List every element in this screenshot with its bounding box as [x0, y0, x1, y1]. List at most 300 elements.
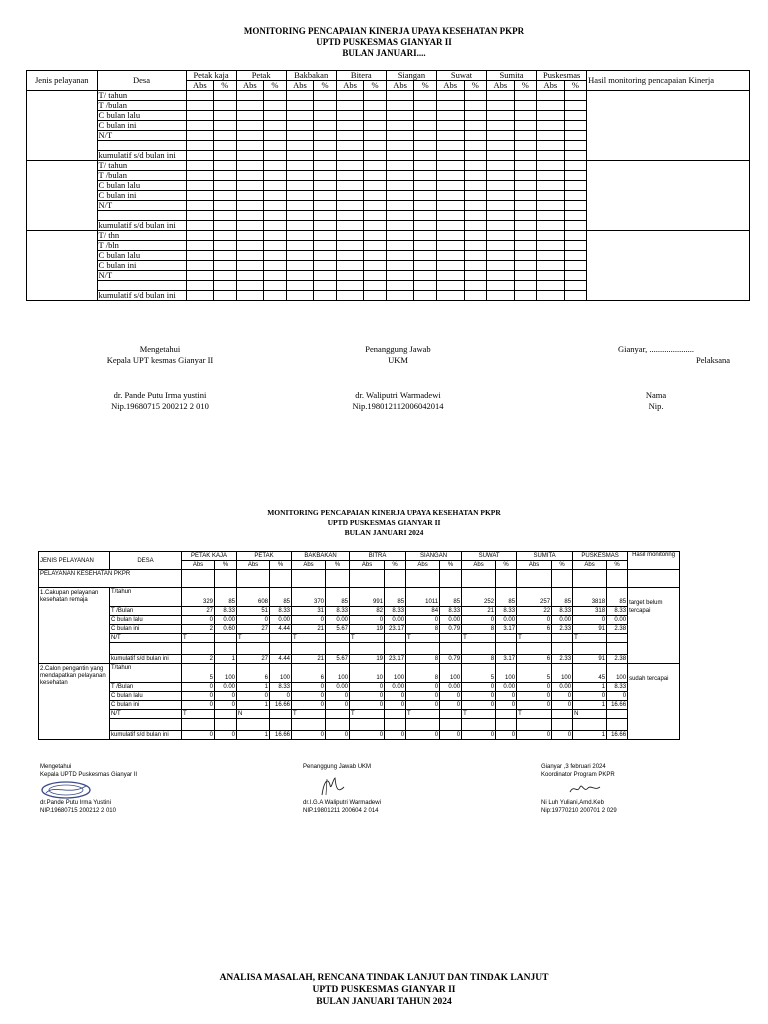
- row-label: C bulan lalu: [97, 251, 186, 261]
- value-cell: [514, 291, 536, 301]
- value-cell: 1: [215, 655, 237, 664]
- value-cell: [436, 281, 464, 291]
- value-cell: 8.33: [326, 607, 350, 616]
- sign-name: dr. Waliputri Warmadewi: [355, 390, 441, 400]
- header-village: Petak: [236, 71, 286, 81]
- value-cell: [236, 141, 264, 151]
- value-cell: [537, 141, 565, 151]
- header-pct: %: [440, 561, 462, 570]
- value-cell: [364, 261, 386, 271]
- value-cell: [236, 241, 264, 251]
- value-cell: [414, 141, 437, 151]
- value-cell: [436, 211, 464, 221]
- value-cell: [264, 221, 287, 231]
- doc3-title-line: UPTD PUSKESMAS GIANYAR II: [312, 985, 456, 995]
- value-cell: [286, 271, 314, 281]
- value-cell: [236, 261, 264, 271]
- value-cell: T: [292, 710, 326, 719]
- sign-role: Pelaksana: [696, 355, 730, 365]
- value-cell: 0: [440, 731, 462, 740]
- sign-role: Kepala UPTD Puskesmas Gianyar II: [40, 772, 138, 778]
- sign-name: Ni Luh Yuliani,Amd.Keb: [541, 800, 604, 806]
- value-cell: [607, 634, 628, 643]
- value-cell: 2.33: [552, 655, 573, 664]
- value-cell: [564, 261, 586, 271]
- value-cell: [496, 710, 517, 719]
- value-cell: [286, 251, 314, 261]
- value-cell: 21: [292, 655, 326, 664]
- value-cell: 85: [440, 588, 462, 607]
- value-cell: [564, 121, 586, 131]
- value-cell: 8: [406, 664, 440, 683]
- value-cell: 0.00: [440, 616, 462, 625]
- value-cell: [514, 191, 536, 201]
- value-cell: [464, 251, 486, 261]
- value-cell: [514, 141, 536, 151]
- header-abs: Abs: [336, 81, 364, 91]
- value-cell: 16.66: [270, 701, 292, 710]
- value-cell: 85: [607, 588, 628, 607]
- value-cell: [236, 161, 264, 171]
- value-cell: 0: [326, 692, 350, 701]
- value-cell: 0: [350, 692, 385, 701]
- value-cell: [292, 643, 326, 655]
- value-cell: [464, 201, 486, 211]
- value-cell: [386, 231, 414, 241]
- table-row: [39, 701, 680, 710]
- value-cell: [496, 634, 517, 643]
- value-cell: 27: [237, 625, 270, 634]
- doc1-sign-middle: [298, 344, 498, 412]
- table-row: [39, 634, 680, 643]
- value-cell: 0: [440, 701, 462, 710]
- row-label: T /Bulan: [110, 607, 182, 616]
- value-cell: [496, 570, 517, 588]
- value-cell: [464, 101, 486, 111]
- value-cell: [386, 251, 414, 261]
- value-cell: 318: [573, 607, 607, 616]
- value-cell: [487, 161, 515, 171]
- header-village: SUMITA: [517, 552, 573, 561]
- value-cell: [336, 191, 364, 201]
- header-village: Suwat: [436, 71, 486, 81]
- table-row: [39, 655, 680, 664]
- value-cell: [414, 191, 437, 201]
- value-cell: [414, 271, 437, 281]
- value-cell: [462, 570, 496, 588]
- header-village: BITRA: [350, 552, 406, 561]
- value-cell: [336, 231, 364, 241]
- header-pct: %: [364, 81, 386, 91]
- value-cell: 27: [237, 655, 270, 664]
- value-cell: [270, 643, 292, 655]
- header-abs: Abs: [537, 81, 565, 91]
- value-cell: 257: [517, 588, 552, 607]
- value-cell: [514, 271, 536, 281]
- value-cell: [264, 211, 287, 221]
- value-cell: [487, 101, 515, 111]
- table-row: [39, 643, 680, 655]
- service-label: 2.Calon pengantin yang mendapatkan pelayanan kesehatan: [39, 664, 110, 740]
- value-cell: [364, 181, 386, 191]
- value-cell: [487, 201, 515, 211]
- value-cell: 100: [385, 664, 406, 683]
- value-cell: [537, 111, 565, 121]
- value-cell: [573, 643, 607, 655]
- value-cell: [564, 241, 586, 251]
- value-cell: 0.00: [326, 616, 350, 625]
- value-cell: 0: [552, 692, 573, 701]
- value-cell: 0: [517, 683, 552, 692]
- value-cell: [264, 281, 287, 291]
- value-cell: [236, 151, 264, 161]
- value-cell: [286, 151, 314, 161]
- value-cell: [270, 719, 292, 731]
- value-cell: [286, 281, 314, 291]
- value-cell: [537, 131, 565, 141]
- row-label: kumulatif s/d bulan ini: [97, 221, 186, 231]
- doc2-title-line: MONITORING PENCAPAIAN KINERJA UPAYA KESEHATAN PKPR: [267, 508, 501, 517]
- value-cell: T: [292, 634, 326, 643]
- value-cell: [336, 291, 364, 301]
- value-cell: 19: [350, 655, 385, 664]
- value-cell: 0.00: [385, 616, 406, 625]
- value-cell: 23.17: [385, 625, 406, 634]
- value-cell: [487, 191, 515, 201]
- value-cell: 100: [607, 664, 628, 683]
- table-header-row: [39, 552, 680, 561]
- value-cell: [552, 643, 573, 655]
- value-cell: [186, 101, 214, 111]
- doc1-title-line: BULAN JANUARI....: [342, 48, 426, 58]
- value-cell: [314, 111, 336, 121]
- value-cell: 100: [496, 664, 517, 683]
- value-cell: 0: [350, 731, 385, 740]
- value-cell: [314, 261, 336, 271]
- value-cell: [364, 151, 386, 161]
- jenis-pelayanan-cell: [27, 91, 98, 161]
- value-cell: [264, 101, 287, 111]
- value-cell: [264, 271, 287, 281]
- header-pct: %: [385, 561, 406, 570]
- value-cell: [414, 211, 437, 221]
- value-cell: [607, 570, 628, 588]
- row-label: [97, 281, 186, 291]
- value-cell: 0: [406, 701, 440, 710]
- hasil-cell: [587, 231, 750, 301]
- value-cell: [286, 231, 314, 241]
- value-cell: [386, 211, 414, 221]
- value-cell: [314, 281, 336, 291]
- value-cell: [214, 191, 237, 201]
- table-row: [39, 664, 680, 683]
- value-cell: [464, 131, 486, 141]
- value-cell: [537, 241, 565, 251]
- value-cell: 329: [182, 588, 215, 607]
- value-cell: 0.00: [270, 616, 292, 625]
- value-cell: [186, 111, 214, 121]
- value-cell: [364, 101, 386, 111]
- value-cell: [386, 271, 414, 281]
- value-cell: [286, 141, 314, 151]
- value-cell: 0: [406, 731, 440, 740]
- value-cell: [336, 221, 364, 231]
- value-cell: [386, 241, 414, 251]
- value-cell: [537, 201, 565, 211]
- hasil-cell: [628, 664, 680, 740]
- value-cell: 85: [552, 588, 573, 607]
- value-cell: 0: [573, 616, 607, 625]
- value-cell: [264, 291, 287, 301]
- value-cell: 0.00: [215, 616, 237, 625]
- value-cell: 5.67: [326, 655, 350, 664]
- value-cell: 6: [517, 625, 552, 634]
- value-cell: [386, 171, 414, 181]
- value-cell: 0: [182, 731, 215, 740]
- value-cell: [270, 570, 292, 588]
- value-cell: [182, 643, 215, 655]
- value-cell: [487, 261, 515, 271]
- header-village: PETAK: [237, 552, 292, 561]
- value-cell: [236, 171, 264, 181]
- value-cell: 252: [462, 588, 496, 607]
- section-label: PELAYANAN KESEHATAN PKPR: [39, 570, 182, 588]
- value-cell: 0: [326, 731, 350, 740]
- value-cell: 0.00: [552, 616, 573, 625]
- value-cell: 23.17: [385, 655, 406, 664]
- doc2-title-line: UPTD PUSKESMAS GIANYAR II: [327, 518, 441, 527]
- value-cell: 8.33: [440, 607, 462, 616]
- value-cell: [236, 221, 264, 231]
- row-label: C bulan ini: [110, 701, 182, 710]
- value-cell: 0: [406, 692, 440, 701]
- value-cell: [314, 191, 336, 201]
- value-cell: 91: [573, 625, 607, 634]
- value-cell: 2.38: [607, 655, 628, 664]
- hasil-text: sudah tercapai: [629, 676, 669, 682]
- value-cell: 0: [292, 692, 326, 701]
- value-cell: T: [182, 710, 215, 719]
- value-cell: [214, 251, 237, 261]
- value-cell: [215, 643, 237, 655]
- value-cell: [436, 261, 464, 271]
- value-cell: 0: [270, 692, 292, 701]
- value-cell: [314, 141, 336, 151]
- value-cell: [386, 281, 414, 291]
- value-cell: [286, 101, 314, 111]
- table-row: [39, 625, 680, 634]
- value-cell: [414, 131, 437, 141]
- row-label: C bulan lalu: [110, 616, 182, 625]
- value-cell: [286, 191, 314, 201]
- value-cell: [314, 231, 336, 241]
- value-cell: [236, 271, 264, 281]
- header-pct: %: [215, 561, 237, 570]
- value-cell: 0.79: [440, 625, 462, 634]
- value-cell: [186, 131, 214, 141]
- value-cell: [564, 191, 586, 201]
- sign-nip: NIP.19801211 200604 2 014: [303, 808, 379, 814]
- value-cell: 0: [182, 616, 215, 625]
- value-cell: 16.66: [607, 701, 628, 710]
- value-cell: [464, 171, 486, 181]
- value-cell: [487, 251, 515, 261]
- value-cell: [386, 201, 414, 211]
- value-cell: 2: [182, 655, 215, 664]
- header-village: PETAK KAJA: [182, 552, 237, 561]
- value-cell: 45: [573, 664, 607, 683]
- value-cell: [237, 719, 270, 731]
- value-cell: [385, 570, 406, 588]
- value-cell: [464, 141, 486, 151]
- value-cell: 0.79: [440, 655, 462, 664]
- value-cell: [336, 161, 364, 171]
- header-abs: Abs: [517, 561, 552, 570]
- value-cell: [314, 131, 336, 141]
- header-abs: Abs: [406, 561, 440, 570]
- value-cell: [314, 271, 336, 281]
- value-cell: [440, 570, 462, 588]
- value-cell: 0: [573, 692, 607, 701]
- value-cell: [414, 151, 437, 161]
- value-cell: 0: [496, 692, 517, 701]
- value-cell: [564, 161, 586, 171]
- value-cell: T: [406, 634, 440, 643]
- value-cell: 8.33: [607, 607, 628, 616]
- value-cell: [186, 91, 214, 101]
- value-cell: [314, 101, 336, 111]
- table-row: [39, 683, 680, 692]
- value-cell: [186, 211, 214, 221]
- value-cell: [286, 111, 314, 121]
- header-desa: Desa: [97, 71, 186, 91]
- value-cell: [514, 241, 536, 251]
- value-cell: [436, 201, 464, 211]
- value-cell: [487, 291, 515, 301]
- value-cell: [182, 570, 215, 588]
- value-cell: [264, 181, 287, 191]
- value-cell: [326, 710, 350, 719]
- value-cell: [314, 171, 336, 181]
- value-cell: [514, 151, 536, 161]
- value-cell: [564, 91, 586, 101]
- hasil-cell: [587, 91, 750, 161]
- value-cell: [364, 281, 386, 291]
- value-cell: [214, 171, 237, 181]
- value-cell: [436, 141, 464, 151]
- value-cell: [464, 261, 486, 271]
- value-cell: 8: [462, 625, 496, 634]
- value-cell: [436, 291, 464, 301]
- value-cell: [464, 91, 486, 101]
- value-cell: [464, 161, 486, 171]
- sign-name: dr. Pande Putu Irma yustini: [113, 390, 207, 400]
- value-cell: [336, 271, 364, 281]
- header-village: Puskesmas: [537, 71, 587, 81]
- value-cell: [214, 111, 237, 121]
- value-cell: 3.17: [496, 625, 517, 634]
- value-cell: [440, 719, 462, 731]
- value-cell: [364, 271, 386, 281]
- sign-role: Koordinator Program PKPR: [541, 772, 615, 778]
- value-cell: 0: [440, 692, 462, 701]
- value-cell: [214, 141, 237, 151]
- value-cell: 84: [406, 607, 440, 616]
- header-abs: Abs: [236, 81, 264, 91]
- row-label: [97, 141, 186, 151]
- value-cell: [236, 111, 264, 121]
- doc1-sign-left: [60, 344, 260, 412]
- value-cell: [385, 634, 406, 643]
- header-pct: %: [326, 561, 350, 570]
- value-cell: [292, 719, 326, 731]
- value-cell: [414, 121, 437, 131]
- value-cell: [464, 211, 486, 221]
- value-cell: [364, 111, 386, 121]
- value-cell: [286, 241, 314, 251]
- value-cell: 16.66: [270, 731, 292, 740]
- value-cell: [436, 251, 464, 261]
- value-cell: [436, 271, 464, 281]
- value-cell: [414, 251, 437, 261]
- value-cell: 0: [462, 701, 496, 710]
- value-cell: [214, 121, 237, 131]
- header-village: BAKBAKAN: [292, 552, 350, 561]
- value-cell: [537, 211, 565, 221]
- doc1-title-line: MONITORING PENCAPAIAN KINERJA UPAYA KESEHATAN PKPR: [243, 26, 525, 36]
- value-cell: 5: [462, 664, 496, 683]
- value-cell: [336, 141, 364, 151]
- value-cell: [573, 570, 607, 588]
- value-cell: 8: [462, 655, 496, 664]
- value-cell: [487, 151, 515, 161]
- value-cell: [214, 271, 237, 281]
- value-cell: 0.00: [215, 683, 237, 692]
- value-cell: [414, 221, 437, 231]
- sign-label: Penanggung Jawab UKM: [303, 764, 372, 770]
- value-cell: 82: [350, 607, 385, 616]
- table-row: [39, 616, 680, 625]
- value-cell: 0: [182, 683, 215, 692]
- doc3-title: [0, 972, 768, 1008]
- doc3-title-line: BULAN JANUARI TAHUN 2024: [316, 997, 452, 1007]
- value-cell: 0: [350, 616, 385, 625]
- value-cell: [182, 719, 215, 731]
- header-village: Bakbakan: [286, 71, 336, 81]
- value-cell: [314, 121, 336, 131]
- table-header-row: [27, 71, 750, 81]
- value-cell: [564, 171, 586, 181]
- value-cell: [386, 131, 414, 141]
- row-label: N/T: [97, 201, 186, 211]
- value-cell: [436, 221, 464, 231]
- header-village: Petak kaja: [186, 71, 236, 81]
- value-cell: [386, 121, 414, 131]
- value-cell: [264, 121, 287, 131]
- value-cell: 27: [182, 607, 215, 616]
- sign-label: Penanggung Jawab: [365, 344, 431, 354]
- value-cell: [186, 121, 214, 131]
- value-cell: [236, 251, 264, 261]
- row-label: T /Bulan: [110, 683, 182, 692]
- value-cell: [414, 231, 437, 241]
- value-cell: [236, 101, 264, 111]
- value-cell: [236, 91, 264, 101]
- row-label: C bulan lalu: [110, 692, 182, 701]
- jenis-pelayanan-cell: [27, 231, 98, 301]
- value-cell: [496, 719, 517, 731]
- value-cell: [186, 171, 214, 181]
